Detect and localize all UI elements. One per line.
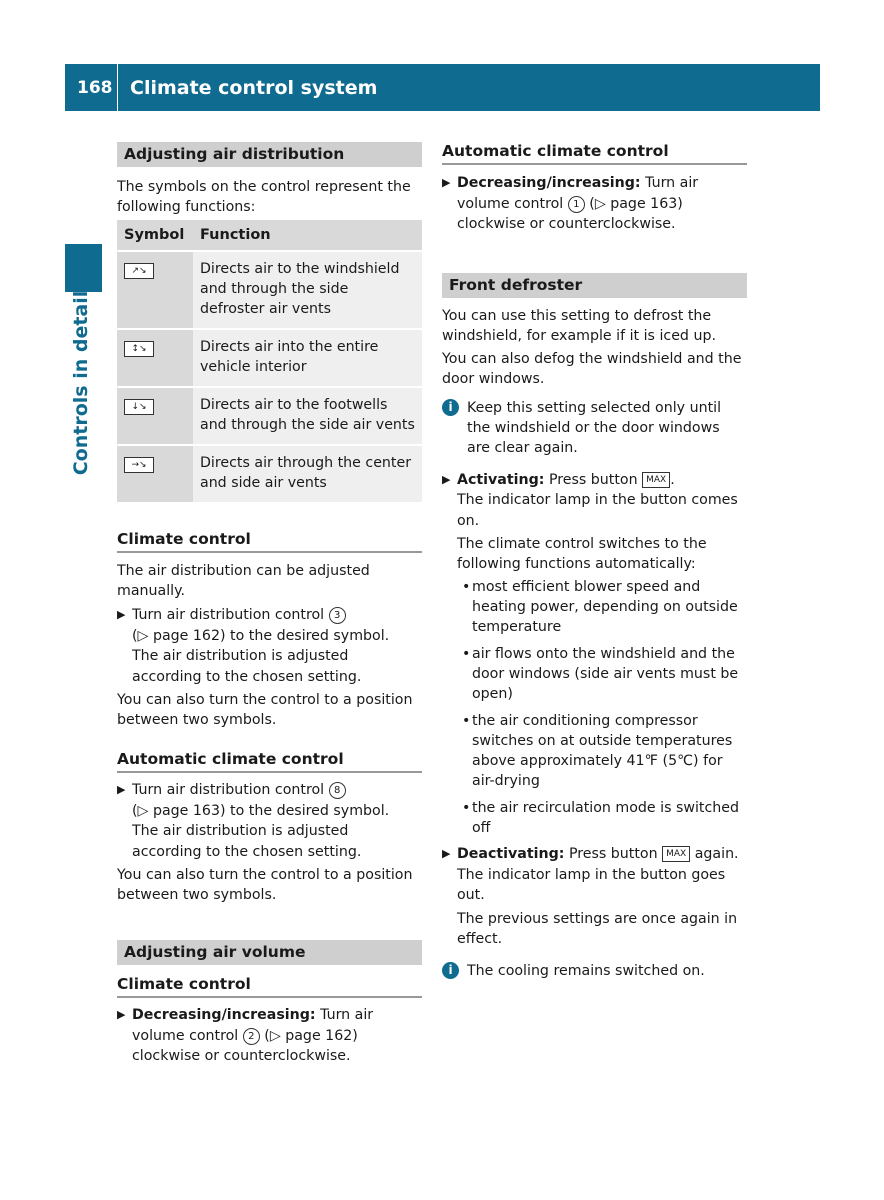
- side-tab-marker: [65, 244, 102, 292]
- symbol-table: [117, 220, 422, 504]
- table-row: [117, 445, 422, 503]
- info-icon: i: [442, 962, 459, 979]
- instruction-step: ▶ Deactivating: Press button MAX again. The indicator lamp in the button goes out.: [442, 846, 739, 903]
- page-reference: (▷ page 162) clockwise or counterclockwise.: [132, 1027, 358, 1064]
- page-title: Climate control system: [130, 76, 378, 99]
- page-header: [65, 64, 820, 111]
- table-row: [117, 387, 422, 445]
- windshield-side-defroster-icon: ↗↘: [124, 263, 154, 279]
- intro-text: The symbols on the control represent the following functions:: [117, 179, 411, 215]
- step-result: The air distribution is adjusted according to the chosen setting.: [132, 648, 362, 685]
- table-header-symbol: Symbol: [117, 220, 193, 251]
- control-number-badge: 8: [329, 782, 346, 799]
- subheading-automatic-climate-control: Automatic climate control: [117, 750, 422, 773]
- step-arrow-icon: ▶: [442, 472, 451, 486]
- info-note: i Keep this setting selected only until the windshield or the door windows are clear again.: [442, 398, 747, 458]
- step-result: The indicator lamp in the button goes out.: [457, 866, 726, 903]
- info-icon: i: [442, 399, 459, 416]
- step-result: The air distribution is adjusted according to the chosen setting.: [132, 823, 362, 860]
- step-result: The indicator lamp in the button comes on.: [457, 492, 738, 529]
- paragraph: You can use this setting to defrost the windshield, for example if it is iced up.: [442, 307, 716, 344]
- instruction-step: ▶ Decreasing/increasing: Turn air volume control 2 (▷ page 162) clockwise or counterclockwise.: [117, 1007, 374, 1064]
- control-number-badge: 1: [568, 196, 585, 213]
- section-title-air-distribution: Adjusting air distribution: [117, 142, 422, 167]
- instruction-step: ▶ Turn air distribution control 8 (▷ page 163) to the desired symbol. The air distribution is adjusted according to the chosen setting.: [117, 782, 390, 860]
- section-title-air-volume: Adjusting air volume: [117, 940, 422, 965]
- center-side-vents-icon: →↘: [124, 457, 154, 473]
- list-item: • the air recirculation mode is switched off: [462, 800, 740, 836]
- defrost-max-button-icon: MAX: [642, 472, 670, 488]
- page-reference: (▷ page 163) clockwise or counterclockwise.: [457, 195, 683, 232]
- right-column: [442, 142, 747, 981]
- table-cell-function: Directs air to the windshield and through the side defroster air vents: [193, 251, 422, 329]
- step-arrow-icon: ▶: [442, 176, 451, 189]
- footwells-side-vents-icon: ↓↘: [124, 399, 154, 415]
- paragraph: You can also turn the control to a position between two symbols.: [117, 692, 413, 728]
- page-reference: (▷ page 162) to the desired symbol.: [132, 627, 390, 644]
- control-number-badge: 2: [243, 1028, 260, 1045]
- table-header-row: [117, 220, 422, 251]
- step-arrow-icon: ▶: [117, 608, 126, 621]
- step-arrow-icon: ▶: [117, 783, 126, 796]
- entire-interior-icon: ↕↘: [124, 341, 154, 357]
- control-number-badge: 3: [329, 607, 346, 624]
- step-result: The previous settings are once again in effect.: [457, 910, 738, 947]
- defrost-max-button-icon: MAX: [662, 846, 690, 862]
- list-item: • air flows onto the windshield and the door windows (side air vents must be open): [462, 646, 739, 702]
- instruction-step: ▶ Activating: Press button MAX . The indicator lamp in the button comes on.: [442, 471, 738, 529]
- list-item: • the air conditioning compressor switches on at outside temperatures above approximately 41℉ (5℃) for air-drying: [462, 713, 733, 789]
- paragraph: The air distribution can be adjusted manually.: [117, 563, 370, 599]
- table-cell-function: Directs air to the footwells and through the side air vents: [193, 387, 422, 445]
- paragraph: You can also defog the windshield and the door windows.: [442, 350, 742, 387]
- table-row: [117, 251, 422, 329]
- list-item: • most efficient blower speed and heating power, depending on outside temperature: [462, 579, 738, 635]
- step-result: The climate control switches to the following functions automatically:: [457, 536, 707, 572]
- table-cell-function: Directs air through the center and side air vents: [193, 445, 422, 503]
- subheading-automatic-climate-control: Automatic climate control: [442, 142, 747, 165]
- instruction-step: ▶ Decreasing/increasing: Turn air volume control 1 (▷ page 163) clockwise or counterclockwise.: [442, 175, 699, 232]
- info-note: i The cooling remains switched on.: [442, 961, 747, 981]
- table-cell-function: Directs air into the entire vehicle interior: [193, 329, 422, 387]
- section-title-front-defroster: Front defroster: [442, 273, 747, 298]
- bullet-list: [442, 577, 747, 838]
- instruction-step: ▶ Turn air distribution control 3 (▷ page 162) to the desired symbol. The air distribution is adjusted according to the chosen setting.: [117, 607, 390, 685]
- table-row: [117, 329, 422, 387]
- table-header-function: Function: [193, 220, 422, 251]
- subheading-climate-control: Climate control: [117, 975, 422, 998]
- side-chapter-label: Controls in detail: [70, 290, 92, 476]
- page-reference: (▷ page 163) to the desired symbol.: [132, 802, 390, 819]
- page-number: 168: [77, 77, 113, 98]
- subheading-climate-control: Climate control: [117, 530, 422, 553]
- step-arrow-icon: ▶: [117, 1008, 126, 1021]
- left-column: [117, 142, 422, 1067]
- paragraph: You can also turn the control to a position between two symbols.: [117, 867, 413, 903]
- step-arrow-icon: ▶: [442, 847, 451, 860]
